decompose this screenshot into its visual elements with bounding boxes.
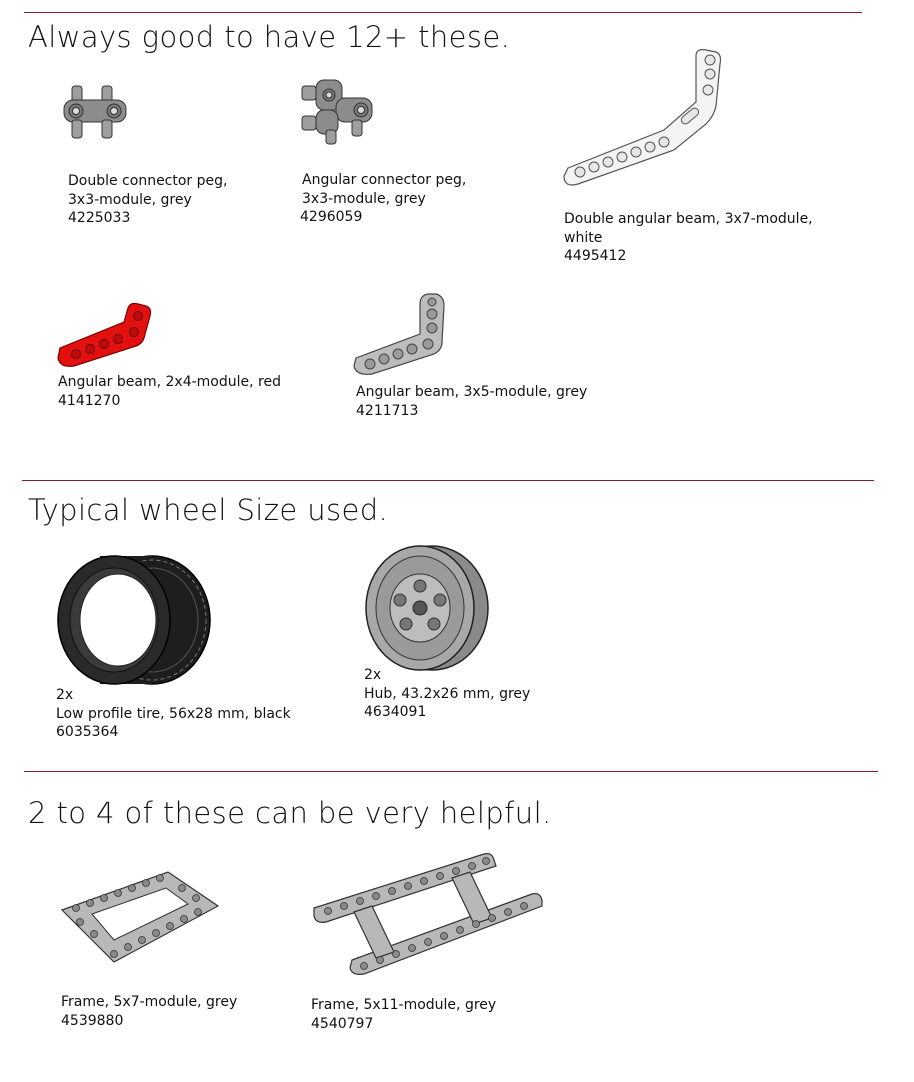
angular-beam-grey-icon [350,292,450,376]
double-angular-beam-icon [560,44,726,190]
part-label: 2x Low profile tire, 56x28 mm, black 6035364 [56,687,291,740]
hub-icon [360,542,492,674]
double-connector-peg-icon [58,80,138,152]
section-heading: Always good to have 12+ these. [28,20,511,54]
part-label: Frame, 5x7-module, grey 4539880 [61,994,238,1029]
part-label: Angular beam, 3x5-module, grey 4211713 [356,384,588,419]
section-heading: Typical wheel Size used. [28,493,389,527]
section-divider [22,480,874,481]
part-label: Double connector peg, 3x3-module, grey 4225033 [68,173,228,226]
section-heading: 2 to 4 of these can be very helpful. [28,796,552,830]
part-label: Angular connector peg, 3x3-module, grey 4296059 [300,172,467,225]
section-divider [24,12,862,13]
section-divider [24,771,878,772]
part-label: Angular beam, 2x4-module, red 4141270 [58,374,281,409]
part-label: Double angular beam, 3x7-module, white 4495412 [564,211,813,264]
angular-beam-red-icon [54,300,154,368]
angular-connector-peg-icon [296,76,382,148]
frame-5x11-icon [308,848,544,978]
part-label: 2x Hub, 43.2x26 mm, grey 4634091 [364,667,531,720]
part-label: Frame, 5x11-module, grey 4540797 [311,997,497,1032]
frame-5x7-icon [58,866,224,970]
tire-icon [52,538,214,688]
